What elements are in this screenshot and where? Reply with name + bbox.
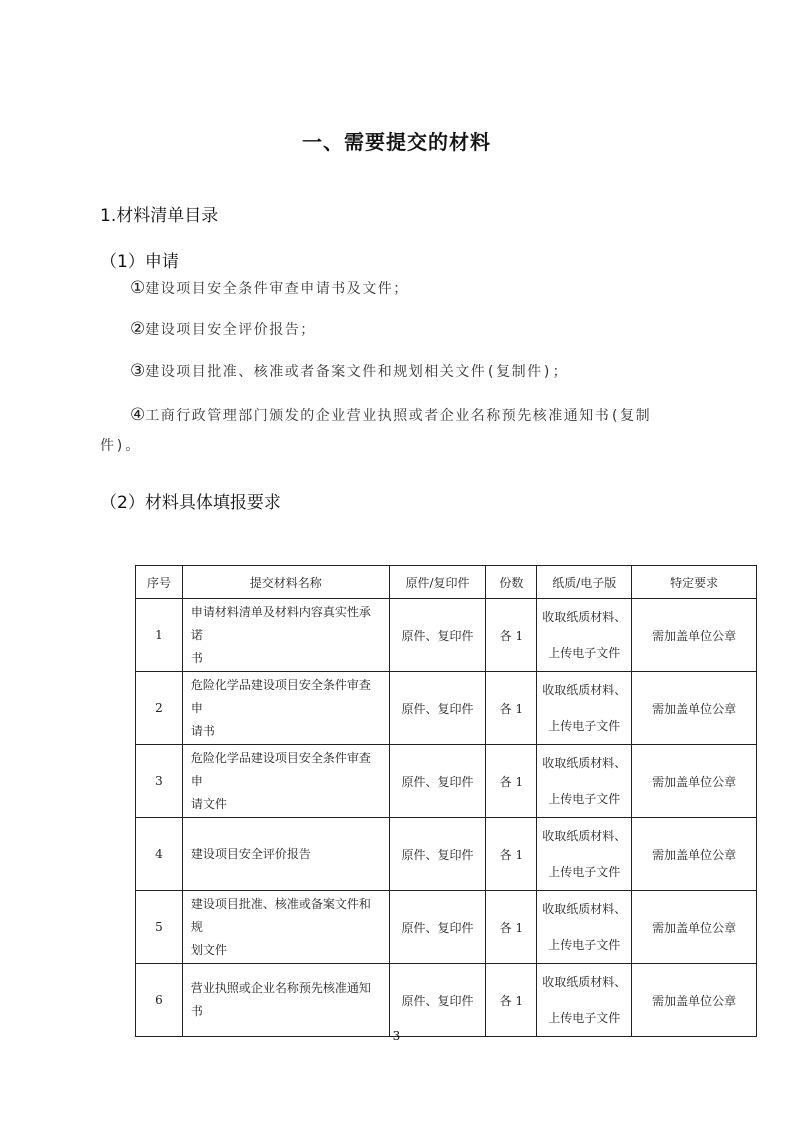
table-row [136,745,757,818]
material-name-cell [182,964,389,1037]
table-row [136,964,757,1037]
page-number: 3 [392,1029,401,1043]
row-number-cell: 6 [136,964,183,1037]
special-requirement-cell: 需加盖单位公章 [632,964,757,1037]
paper-electronic-cell [537,818,632,891]
material-name-line: 划文件 [190,942,227,957]
paper-line: 上传电子文件 [548,1011,621,1025]
material-name-cell [182,672,389,745]
col-header: 序号 [136,566,183,599]
original-copy-cell: 原件、复印件 [389,964,486,1037]
item-text: 建设项目安全评价报告； [145,322,316,338]
paper-electronic-cell [537,672,632,745]
original-copy-cell: 原件、复印件 [389,599,486,672]
item-text: 建设项目批准、核准或者备案文件和规划相关文件(复制件)； [145,364,569,380]
paper-electronic-cell [537,599,632,672]
item-number: ④ [130,405,146,425]
material-name-line: 建设项目批准、核准或备案文件和规 [190,896,371,934]
count-cell: 各 1 [486,672,537,745]
material-name-cell [182,745,389,818]
material-name-line: 建设项目安全评价报告 [190,846,311,861]
count-cell: 各 1 [486,891,537,964]
material-name-line: 营业执照或企业名称预先核准通知书 [190,981,371,1018]
paper-line: 上传电子文件 [548,865,621,879]
row-number-cell: 3 [136,745,183,818]
paper-line: 上传电子文件 [548,938,621,952]
subsection-requirements: （2）材料具体填报要求 [100,493,281,513]
count-cell: 各 1 [486,964,537,1037]
paper-line: 收取纸质材料、 [542,829,627,843]
material-name-cell [182,818,389,891]
col-header: 原件/复印件 [389,566,486,599]
material-name-line: 申请材料清单及材料内容真实性承诺 [190,604,371,642]
paper-line: 收取纸质材料、 [542,756,627,770]
materials-table [135,565,757,1037]
item-text: 工商行政管理部门颁发的企业营业执照或者企业名称预先核准通知书(复制件)。 [100,408,652,454]
special-requirement-cell: 需加盖单位公章 [632,745,757,818]
col-header: 提交材料名称 [182,566,389,599]
paper-line: 上传电子文件 [548,719,621,733]
special-requirement-cell: 需加盖单位公章 [632,599,757,672]
original-copy-cell: 原件、复印件 [389,818,486,891]
item-number: ① [130,278,146,298]
material-name-line: 危险化学品建设项目安全条件审查申 [190,677,371,715]
list-item [100,315,680,344]
paper-electronic-cell [537,891,632,964]
table-row [136,891,757,964]
list-item [100,274,680,303]
col-header: 特定要求 [632,566,757,599]
subsection-application: （1）申请 [100,252,179,272]
row-number-cell: 1 [136,599,183,672]
special-requirement-cell: 需加盖单位公章 [632,891,757,964]
paper-line: 收取纸质材料、 [542,975,627,989]
col-header: 纸质/电子版 [537,566,632,599]
table-header-row [136,566,757,599]
material-name-line: 书 [190,650,203,665]
paper-line: 收取纸质材料、 [542,902,627,916]
special-requirement-cell: 需加盖单位公章 [632,818,757,891]
section-title: 1.材料清单目录 [100,206,219,226]
item-number: ② [130,319,146,339]
row-number-cell: 5 [136,891,183,964]
paper-electronic-cell [537,745,632,818]
original-copy-cell: 原件、复印件 [389,891,486,964]
count-cell: 各 1 [486,745,537,818]
list-item [100,400,680,461]
col-header: 份数 [486,566,537,599]
table-row [136,599,757,672]
original-copy-cell: 原件、复印件 [389,745,486,818]
material-name-line: 请文件 [190,796,227,811]
count-cell: 各 1 [486,599,537,672]
count-cell: 各 1 [486,818,537,891]
material-name-cell [182,891,389,964]
table-row [136,672,757,745]
item-text: 建设项目安全条件审查申请书及文件； [145,281,409,297]
original-copy-cell: 原件、复印件 [389,672,486,745]
paper-line: 上传电子文件 [548,646,621,660]
material-name-cell [182,599,389,672]
item-number: ③ [130,361,146,381]
paper-line: 收取纸质材料、 [542,683,627,697]
paper-line: 收取纸质材料、 [542,610,627,624]
row-number-cell: 4 [136,818,183,891]
list-item [100,357,680,386]
material-name-line: 危险化学品建设项目安全条件审查申 [190,750,371,788]
special-requirement-cell: 需加盖单位公章 [632,672,757,745]
material-name-line: 请书 [190,723,215,738]
row-number-cell: 2 [136,672,183,745]
paper-electronic-cell [537,964,632,1037]
table-row [136,818,757,891]
paper-line: 上传电子文件 [548,792,621,806]
page-title: 一、需要提交的材料 [302,130,491,154]
